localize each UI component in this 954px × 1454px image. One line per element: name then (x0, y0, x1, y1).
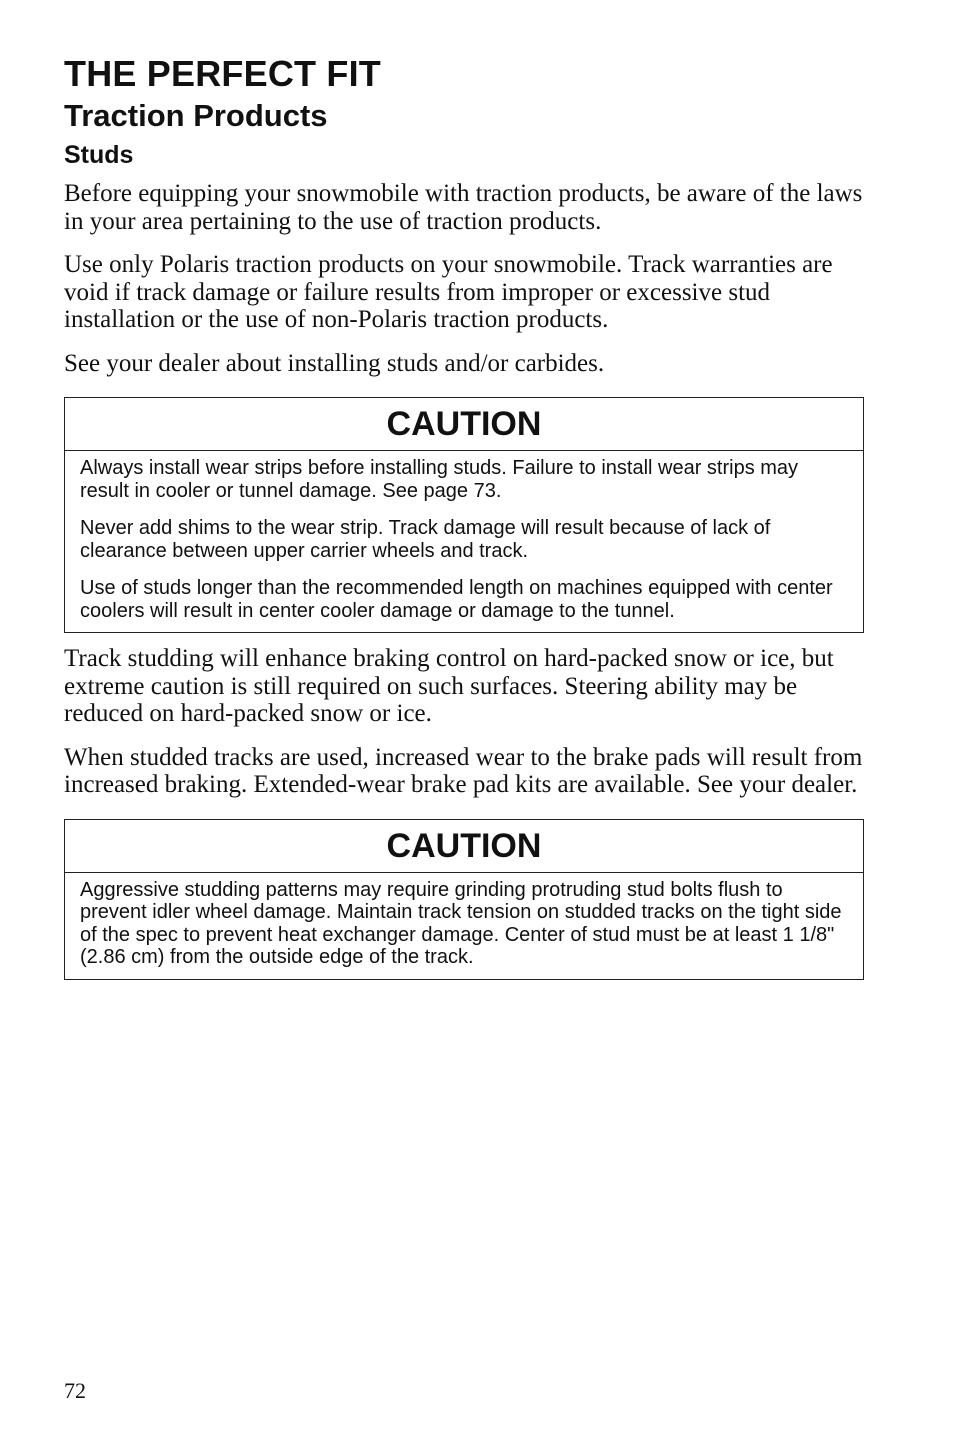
paragraph-braking-control: Track studding will enhance braking control on hard-packed snow or ice, but extreme caution is still required on such surfaces. Steering ability may be reduced on hard-packed snow or ice. (64, 645, 834, 727)
caution-body (65, 873, 863, 979)
caution-body (65, 451, 863, 632)
page-title: THE PERFECT FIT (64, 53, 381, 94)
caution-item-stud-length: Use of studs longer than the recommended length on machines equipped with center coolers will result in center cooler damage or damage to the tunnel. (80, 577, 833, 622)
caution-item-shims: Never add shims to the wear strip. Track damage will result because of lack of clearance between upper carrier wheels and track. (80, 517, 771, 562)
manual-page (64, 52, 864, 980)
caution-box-studding-patterns (64, 819, 864, 980)
caution-item-wear-strips: Always install wear strips before installing studs. Failure to install wear strips may result in cooler or tunnel damage. See page 73. (80, 457, 799, 502)
page-number: 72 (64, 1378, 86, 1403)
intro-paragraph-dealer: See your dealer about installing studs and/or carbides. (64, 349, 605, 377)
caution-item-aggressive-studding: Aggressive studding patterns may require grinding protruding stud bolts flush to prevent idler wheel damage. Maintain track tension on studded tracks on the tight side of the spec to prevent heat exchanger damage. Center of stud must be at least 1 1/8" (2.86 cm) from the outside edge of the track. (80, 878, 842, 968)
subsection-heading: Studs (64, 141, 134, 169)
caution-box-studs (64, 397, 864, 633)
paragraph-brake-pads: When studded tracks are used, increased wear to the brake pads will result from increased braking. Extended-wear brake pad kits are available. See your dealer. (64, 743, 863, 798)
section-heading: Traction Products (64, 98, 328, 133)
caution-heading: CAUTION (65, 398, 863, 451)
caution-heading: CAUTION (65, 820, 863, 873)
intro-paragraph-laws: Before equipping your snowmobile with traction products, be aware of the laws in your area pertaining to the use of traction products. (64, 180, 863, 235)
intro-paragraph-warranty: Use only Polaris traction products on your snowmobile. Track warranties are void if track damage or failure results from improper or excessive stud installation or the use of non-Polaris traction products. (64, 251, 833, 333)
